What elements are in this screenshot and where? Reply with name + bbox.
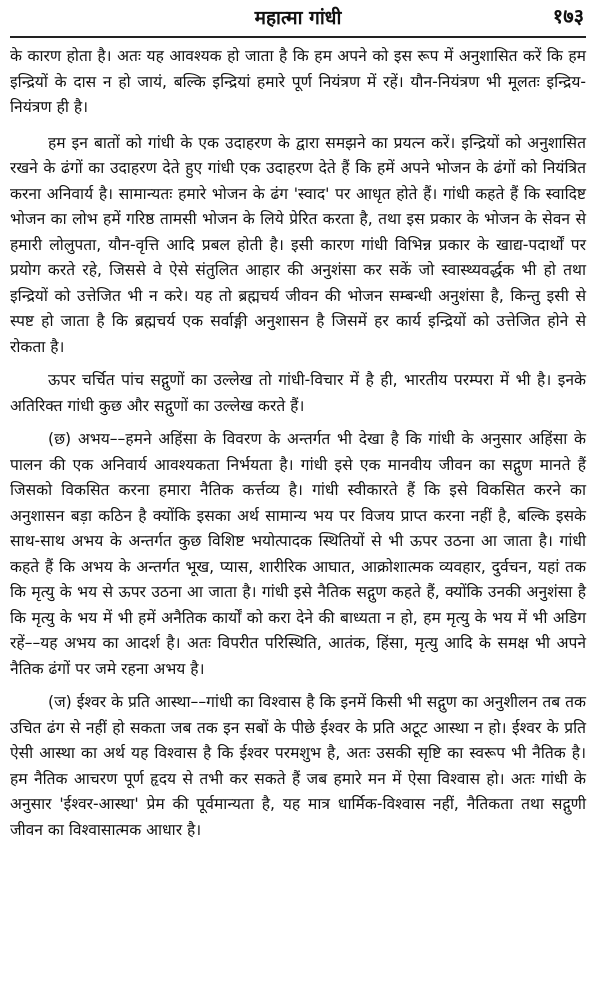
paragraph-food-example: हम इन बातों को गांधी के एक उदाहरण के द्वारा समझने का प्रयत्न करें। इन्द्रियों को अनुशासित रखने के ढंगों का उदाहरण देते हुए गांधी एक उदाहरण देते हैं कि हमें अपने भोजन के ढंगों को नियंत्रित करना अनिवार्य है। सामान्यतः हमारे भोजन के ढंग 'स्वाद' पर आधृत होते हैं। गांधी कहते हैं कि स्वादिष्ट भोजन का लोभ हमें गरिष्ठ तामसी भोजन के लिये प्रेरित करता है, तथा इस प्रकार के भोजन के सेवन से हमारी लोलुपता, यौन-वृत्ति आदि प्रबल होती है। इसी कारण गांधी विभिन्न प्रकार के खाद्य-पदार्थों पर प्रयोग करते रहे, जिससे वे ऐसे संतुलित आहार की अनुशंसा कर सकें जो स्वास्थ्यवर्द्धक भी हो तथा इन्द्रियों को उत्तेजित भी न करे। यह तो ब्रह्मचर्य जीवन की भोजन सम्बन्धी अनुशंसा है, किन्तु इसी से स्पष्ट हो जाता है कि ब्रह्मचर्य एक सर्वाङ्गी अनुशासन है जिसमें हर कार्य इन्द्रियों को उत्तेजित होने से रोकता है। bbox=[10, 133, 586, 356]
page-number: १७३ bbox=[552, 4, 584, 28]
paragraph-virtues-intro: ऊपर चर्चित पांच सद्गुणों का उल्लेख तो गांधी-विचार में है ही, भारतीय परम्परा में भी है। इनके अतिरिक्त गांधी कुछ और सद्गुणों का उल्लेख करते हैं। bbox=[10, 371, 586, 415]
paragraph-faith-in-god: (ज) ईश्वर के प्रति आस्था––गांधी का विश्वास है कि इनमें किसी भी सद्गुण का अनुशीलन तब तक उचित ढंग से नहीं हो सकता जब तक इन सबों के पीछे ईश्वर के प्रति अटूट आस्था न हो। ईश्वर के प्रति ऐसी आस्था का अर्थ यह विश्वास है कि ईश्वर परमशुभ है, अतः उसकी सृष्टि का स्वरूप भी नैतिक है। हम नैतिक आचरण पूर्ण हृदय से तभी कर सकते हैं जब हमारे मन में ऐसा विश्वास हो। अतः गांधी के अनुसार 'ईश्वर-आस्था' प्रेम की पूर्वमान्यता है, यह मात्र धार्मिक-विश्वास नहीं, नैतिकता तथा सद्गुणी जीवन का विश्वासात्मक आधार है। bbox=[10, 693, 586, 839]
running-title: महात्मा गांधी bbox=[254, 7, 342, 29]
paragraph-continuation: के कारण होता है। अतः यह आवश्यक हो जाता है कि हम अपने को इस रूप में अनुशासित करें कि हम इन्द्रियों के दास न हो जायं, बल्कि इन्द्रियां हमारे पूर्ण नियंत्रण में रहें। यौन-नियंत्रण भी मूलतः इन्द्रिय-नियंत्रण ही है। bbox=[10, 47, 586, 116]
body-text bbox=[10, 44, 586, 843]
paragraph-fearlessness: (छ) अभय––हमने अहिंसा के विवरण के अन्तर्गत भी देखा है कि गांधी के अनुसार अहिंसा के पालन की एक अनिवार्य आवश्यकता निर्भयता है। गांधी इसे एक मानवीय जीवन का सद्गुण मानते हैं जिसको विकसित करना हमारा नैतिक कर्त्तव्य है। गांधी स्वीकारते हैं कि इसे विकसित करने का अनुशासन बड़ा कठिन है क्योंकि इसका अर्थ सामान्य भय पर विजय प्राप्त करना नहीं है, बल्कि इसके साथ-साथ अभय के अन्तर्गत कुछ विशिष्ट भयोत्पादक स्थितियों से भी ऊपर उठना आ जाता है। गांधी कहते हैं कि अभय के अन्तर्गत भूख, प्यास, शारीरिक आघात, आक्रोशात्मक व्यवहार, दुर्वचन, यहां तक कि मृत्यु के भय से ऊपर उठना आ जाता है। गांधी इसे नैतिक सद्गुण कहते हैं, क्योंकि उनकी अनुशंसा है कि मृत्यु के भय में भी हमें अनैतिक कार्यों को करा देने की बाध्यता न हो, हम मृत्यु के भय में भी अडिग रहें––यह अभय का आदर्श है। अतः विपरीत परिस्थिति, आतंक, हिंसा, मृत्यु आदि के समक्ष भी अपने नैतिक ढंगों पर जमे रहना अभय है। bbox=[10, 430, 586, 678]
page-header bbox=[10, 0, 586, 38]
